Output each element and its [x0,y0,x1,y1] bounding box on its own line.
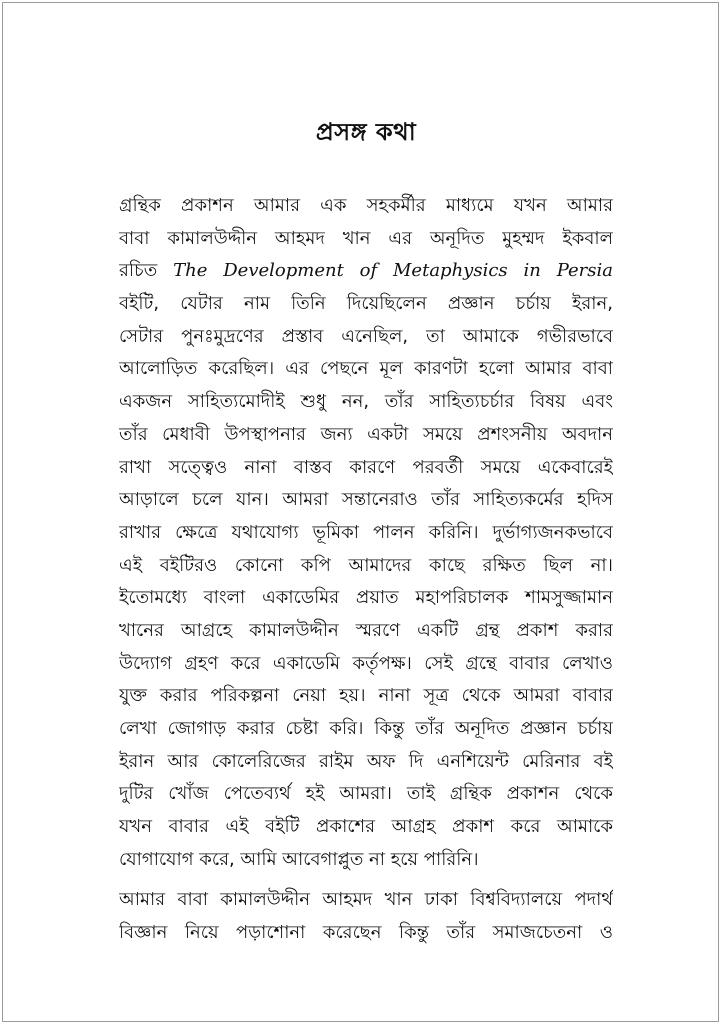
text-line: যুক্ত করার পরিকল্পনা নেয়া হয়। নানা সূত্র থেকে আমরা বাবার [119,685,613,707]
text-line: বইটি, যেটার নাম তিনি দিয়েছিলেন প্রজ্ঞান চর্চায় ইরান, [119,293,613,315]
text-line: বিজ্ঞান নিয়ে পড়াশোনা করেছেন কিন্তু তাঁর সমাজচেতনা ও [119,922,613,944]
page-content [119,112,613,950]
text-line: আমার বাবা কামালউদ্দীন আহমদ খান ঢাকা বিশ্ববিদ্যালয়ে পদার্থ [119,889,613,911]
paragraph-2 [119,884,613,949]
text-line: দুটির খোঁজ পেতেব্যর্থ হই আমরা। তাই গ্রন্থিক প্রকাশন থেকে [119,783,613,805]
text-line: আলোড়িত করেছিল। এর পেছনে মূল কারণটা হলো আমার বাবা [119,358,613,380]
paragraph-1 [119,190,613,876]
text-line: আড়ালে চলে যান। আমরা সন্তানেরাও তাঁর সাহিত্যকর্মের হদিস [119,489,613,511]
page-title: প্রসঙ্গ কথা [315,118,417,146]
text-line: যোগাযোগ করে, আমি আবেগাপ্লুত না হয়ে পারিনি। [119,848,479,870]
text-line: তাঁর মেধাবী উপস্থাপনার জন্য একটা সময়ে প্রশংসনীয় অবদান [119,423,613,445]
text-line-mixed [119,255,613,288]
text-line: সেটার পুনঃমুদ্রণের প্রস্তাব এনেছিল, তা আমাকে গভীরভাবে [119,325,613,347]
text-line: রাখার ক্ষেত্রে যথাযোগ্য ভূমিকা পালন করিনি। দুর্ভাগ্যজনকভাবে [119,521,613,543]
text-line: উদ্যোগ গ্রহণ করে একাডেমি কর্তৃপক্ষ। সেই গ্রন্থে বাবার লেখাও [119,652,613,674]
text-line: যখন বাবার এই বইটি প্রকাশের আগ্রহ প্রকাশ করে আমাকে [119,816,613,838]
text-line: খানের আগ্রহে কামালউদ্দীন স্মরণে একটি গ্রন্থ প্রকাশ করার [119,619,613,641]
text-line: গ্রন্থিক প্রকাশন আমার এক সহকর্মীর মাধ্যমে যখন আমার [119,195,613,216]
text-line: বাবা কামালউদ্দীন আহমদ খান এর অনূদিত মুহম্মদ ইকবাল [119,227,613,249]
text-line: এই বইটিরও কোনো কপি আমাদের কাছে রক্ষিত ছিল না। [119,554,613,576]
text-line: ইরান আর কোলেরিজের রাইম অফ দি এনশিয়েন্ট মেরিনার বই [119,750,613,772]
text-line: লেখা জোগাড় করার চেষ্টা করি। কিন্তু তাঁর অনূদিত প্রজ্ঞান চর্চায় [119,718,613,739]
text-line: একজন সাহিত্যমোদীই শুধু নন, তাঁর সাহিত্যচর্চার বিষয় এবং [119,391,613,413]
text-line: ইতোমধ্যে বাংলা একাডেমির প্রয়াত মহাপরিচালক শামসুজ্জামান [119,587,613,609]
book-title-english: The Development of Metaphysics in Persia [173,260,613,282]
text-line-bn-part: রচিত [119,260,158,282]
text-line: রাখা সত্ত্বেও নানা বাস্তব কারণে পরবর্তী সময়ে একেবারেই [119,456,613,478]
